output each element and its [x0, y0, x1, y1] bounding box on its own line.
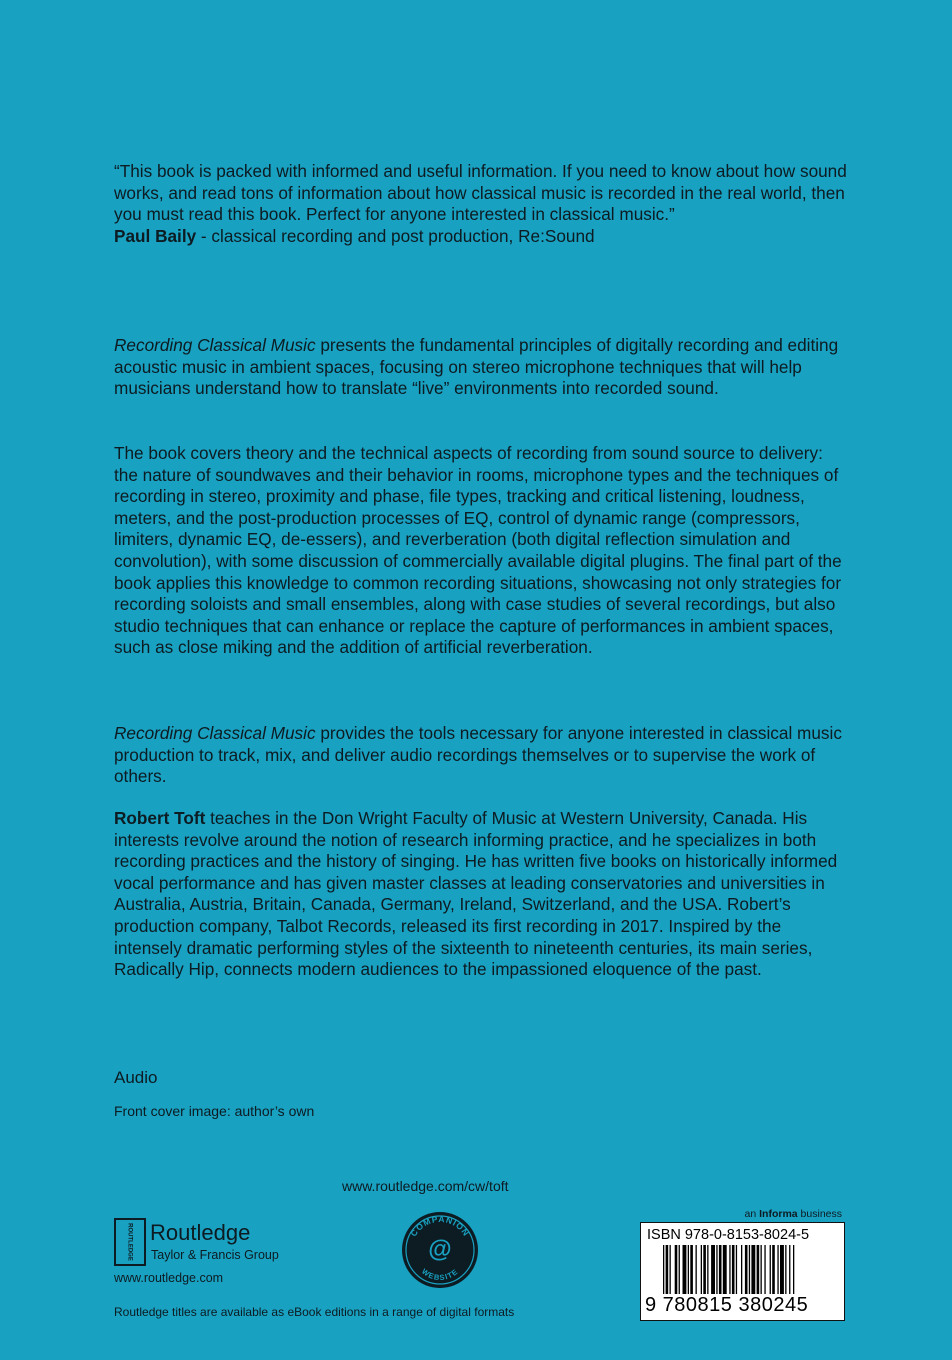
barcode-bar	[757, 1245, 760, 1297]
barcode-bar	[719, 1245, 722, 1297]
description-paragraph-1	[114, 335, 849, 400]
barcode-bar	[675, 1245, 678, 1297]
ebook-note: Routledge titles are available as eBook editions in a range of digital formats	[114, 1305, 515, 1319]
barcode-bar	[761, 1245, 762, 1297]
routledge-logo	[114, 1218, 279, 1271]
companion-website-url[interactable]: www.routledge.com/cw/toft	[342, 1178, 509, 1194]
companion-website-badge-icon	[400, 1210, 480, 1290]
isbn-digits: 9 780815 380245	[645, 1294, 809, 1316]
barcode-bar	[770, 1245, 771, 1297]
quote-attribution	[114, 226, 849, 248]
review-quote	[114, 161, 849, 247]
subject-category: Audio	[114, 1068, 158, 1087]
badge-at-symbol: @	[428, 1236, 452, 1263]
badge-top-text: COMPANION	[408, 1213, 472, 1239]
barcode-bar	[701, 1245, 702, 1297]
description-p3-text: provides the tools necessary for anyone interested in classical music production to track, mix, and deliver audio recordings themselves or to supervise the work of others.	[114, 723, 842, 787]
barcode-bar	[793, 1245, 794, 1297]
barcode-bar	[696, 1245, 697, 1297]
barcode-bar	[716, 1245, 717, 1297]
barcode-bar	[707, 1245, 708, 1297]
barcode-bar	[666, 1245, 669, 1297]
barcode-bar	[663, 1245, 664, 1297]
isbn-barcode	[640, 1222, 845, 1321]
barcode-bar	[679, 1245, 680, 1297]
description-p2-text: The book covers theory and the technical aspects of recording from sound source to delivery: the nature of soundwaves and their behavior in rooms, microphone types and the techniques of recording in stereo, proximity and phase, file types, tracking and critical listening, loudness, meters, and the post-production processes of EQ, control of dynamic range (compressors, limiters, dynamic EQ, de-essers), and reverberation (both digital reflection simulation and convolution), with some discussion of commercially available digital plugins. The final part of the book applies this knowledge to common recording situations, showcasing not only strategies for recording soloists and small ensembles, along with case studies of several recordings, but also studio techniques that can enhance or replace the capture of performances in ambient spaces, such as close miking and the addition of artificial reverberation.	[114, 443, 842, 658]
barcode-bar	[785, 1245, 786, 1297]
barcode-bar	[729, 1245, 730, 1297]
routledge-mark-icon	[114, 1218, 146, 1266]
cover-credit: Front cover image: author’s own	[114, 1103, 315, 1119]
book-title-italic: Recording Classical Music	[114, 723, 316, 743]
barcode-bar	[723, 1245, 727, 1297]
barcode-bar	[736, 1245, 737, 1297]
description-p1-text: presents the fundamental principles of digitally recording and editing acoustic music in ambient spaces, focusing on stereo microphone techniques that will help musicians understand how to translate “live” environments into recorded sound.	[114, 335, 839, 399]
barcode-bar	[780, 1245, 784, 1297]
informa-note	[745, 1208, 842, 1220]
publisher-name: Routledge	[150, 1220, 251, 1245]
routledge-vertical-mark: ROUTLEDGE	[126, 1223, 133, 1261]
publisher-url[interactable]: www.routledge.com	[114, 1271, 224, 1285]
informa-prefix: an	[744, 1208, 760, 1220]
badge-bottom-text: WEBSITE	[420, 1266, 460, 1283]
barcode-bar	[690, 1245, 693, 1297]
barcode-bar	[749, 1245, 750, 1297]
barcode-bar	[711, 1245, 715, 1297]
barcode-bar	[683, 1245, 687, 1297]
book-title-italic: Recording Classical Music	[114, 335, 316, 355]
barcode-bar	[741, 1245, 742, 1297]
barcode-bar	[789, 1245, 790, 1297]
quote-author: Paul Baily	[114, 225, 197, 246]
barcode-bar	[732, 1245, 735, 1297]
barcode-bar	[751, 1245, 755, 1297]
isbn-label: ISBN 978-0-8153-8024-5	[647, 1227, 810, 1243]
quote-author-role: - classical recording and post production, Re:Sound	[196, 225, 595, 246]
description-paragraph-2	[114, 443, 849, 659]
barcode-bar	[777, 1245, 778, 1297]
informa-suffix: business	[797, 1208, 842, 1220]
quote-text: “This book is packed with informed and useful information. If you need to know about how sound works, and read tons of information about how classical music is recorded in the real world, then you must read this book. Perfect for anyone interested in classical music.”	[114, 161, 847, 225]
publisher-subtitle: Taylor & Francis Group	[151, 1248, 279, 1262]
author-bio	[114, 808, 849, 981]
barcode-bar	[703, 1245, 706, 1297]
author-name: Robert Toft	[114, 808, 206, 828]
author-bio-text: teaches in the Don Wright Faculty of Music at Western University, Canada. His interests revolve around the notion of research informing practice, and he specializes in both recording practices and the history of singing. He has written five books on historically informed vocal performance and has given master classes at leading conservatories and universities in Australia, Austria, Britain, Canada, Germany, Ireland, Switzerland, and the USA. Robert’s production company, Talbot Records, released its first recording in 2017. Inspired by the intensely dramatic performing styles of the sixteenth to nineteenth centuries, its main series, Radically Hip, connects modern audiences to the impassioned eloquence of the past.	[114, 808, 838, 980]
informa-brand: Informa	[759, 1208, 798, 1220]
barcode-bar	[670, 1245, 671, 1297]
barcode-bar	[688, 1245, 689, 1297]
barcode-bar	[745, 1245, 748, 1297]
barcode-bar	[764, 1245, 765, 1297]
barcode-bar	[772, 1245, 775, 1297]
description-paragraph-3	[114, 723, 849, 788]
